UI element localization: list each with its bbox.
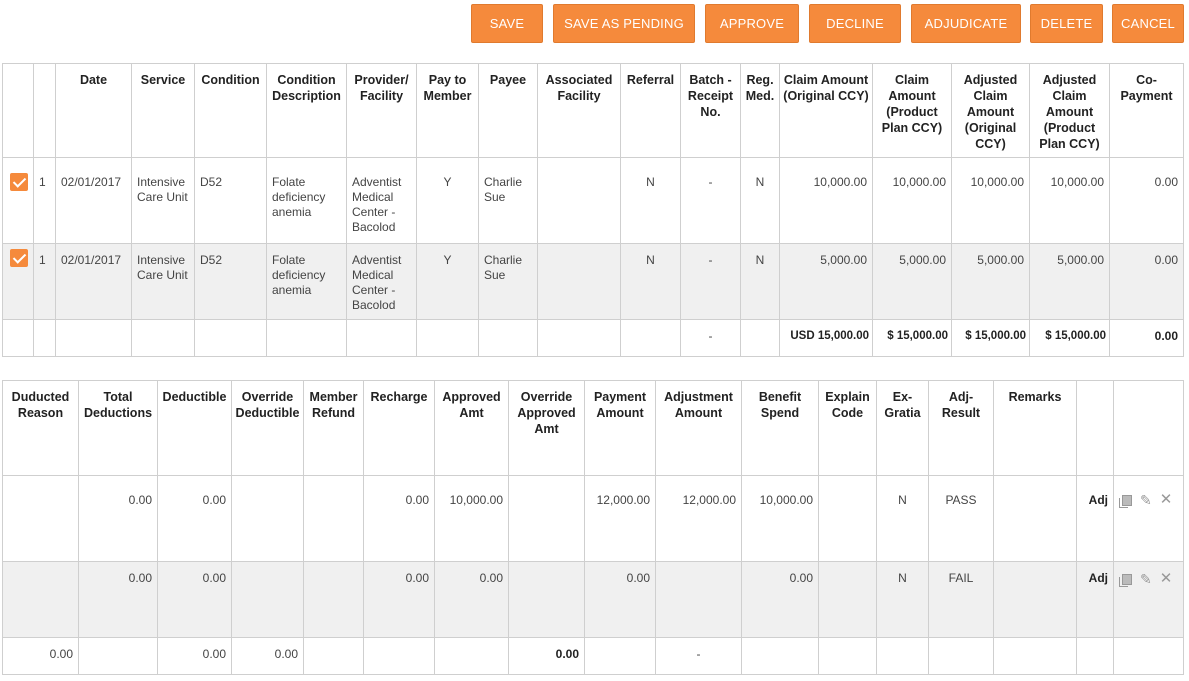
row-total-deductions: 0.00 [79, 562, 158, 638]
pencil-icon[interactable]: ✎ [1140, 492, 1152, 508]
row-copay: 0.00 [1110, 158, 1184, 244]
total-deducted-reason: 0.00 [3, 638, 79, 675]
col-adj-result[interactable]: Adj-Result [929, 381, 994, 476]
row-adjustment-amount: 12,000.00 [656, 476, 742, 562]
row-member-refund [304, 562, 364, 638]
row-pay-to-member: Y [417, 244, 479, 320]
adj-link[interactable]: Adj [1077, 476, 1114, 562]
cancel-button[interactable]: CANCEL [1112, 4, 1184, 43]
adjudicate-button[interactable]: ADJUDICATE [911, 4, 1021, 43]
save-as-pending-button[interactable]: SAVE AS PENDING [553, 4, 695, 43]
checkbox-checked-icon[interactable] [10, 249, 28, 267]
row-benefit-spend: 0.00 [742, 562, 819, 638]
col-payment-amount[interactable]: Payment Amount [585, 381, 656, 476]
row-adj-plan: 10,000.00 [1030, 158, 1110, 244]
col-actions [1114, 381, 1184, 476]
col-condition-description[interactable]: Condition Description [267, 64, 347, 158]
row-member-refund [304, 476, 364, 562]
claims-header-row [3, 64, 1184, 158]
row-ex-gratia: N [877, 476, 929, 562]
pencil-icon[interactable]: ✎ [1140, 571, 1152, 587]
row-approved-amt: 10,000.00 [435, 476, 509, 562]
row-reg-med: N [741, 244, 780, 320]
row-checkbox-cell[interactable] [3, 158, 34, 244]
close-icon[interactable]: ✕ [1159, 491, 1173, 508]
row-claim-plan: 10,000.00 [873, 158, 952, 244]
col-adjustment-amount[interactable]: Adjustment Amount [656, 381, 742, 476]
total-deductible: 0.00 [158, 638, 232, 675]
col-adjusted-amount-plan[interactable]: Adjusted Claim Amount (Product Plan CCY) [1030, 64, 1110, 158]
row-remarks [994, 476, 1077, 562]
claims-table [2, 63, 1184, 357]
row-ex-gratia: N [877, 562, 929, 638]
row-adj-result: FAIL [929, 562, 994, 638]
col-batch-receipt[interactable]: Batch - Receipt No. [681, 64, 741, 158]
col-adjusted-amount-orig[interactable]: Adjusted Claim Amount (Original CCY) [952, 64, 1030, 158]
row-total-deductions: 0.00 [79, 476, 158, 562]
decline-button[interactable]: DECLINE [809, 4, 901, 43]
total-batch: - [681, 320, 741, 357]
table-row[interactable] [3, 562, 1184, 638]
row-claim-plan: 5,000.00 [873, 244, 952, 320]
total-adj-orig: $ 15,000.00 [952, 320, 1030, 357]
row-override-approved [509, 562, 585, 638]
row-deductible: 0.00 [158, 562, 232, 638]
total-claim-plan: $ 15,000.00 [873, 320, 952, 357]
row-actions [1114, 476, 1184, 562]
col-total-deductions[interactable]: Total Deductions [79, 381, 158, 476]
col-adj [1077, 381, 1114, 476]
checkbox-checked-icon[interactable] [10, 173, 28, 191]
row-benefit-spend: 10,000.00 [742, 476, 819, 562]
col-deducted-reason[interactable]: Duducted Reason [3, 381, 79, 476]
deductions-table [2, 380, 1184, 675]
row-index: 1 [34, 158, 56, 244]
col-override-deductible[interactable]: Override Deductible [232, 381, 304, 476]
col-co-payment[interactable]: Co-Payment [1110, 64, 1184, 158]
col-deductible[interactable]: Deductible [158, 381, 232, 476]
row-payment-amount: 0.00 [585, 562, 656, 638]
col-pay-to-member[interactable]: Pay to Member [417, 64, 479, 158]
row-referral: N [621, 244, 681, 320]
col-override-approved-amt[interactable]: Override Approved Amt [509, 381, 585, 476]
row-pay-to-member: Y [417, 158, 479, 244]
row-explain-code [819, 562, 877, 638]
row-adj-orig: 5,000.00 [952, 244, 1030, 320]
row-batch: - [681, 244, 741, 320]
copy-icon[interactable] [1122, 495, 1132, 506]
col-referral[interactable]: Referral [621, 64, 681, 158]
row-condition: D52 [195, 244, 267, 320]
row-provider: Adventist Medical Center - Bacolod [347, 244, 417, 320]
copy-icon[interactable] [1122, 574, 1132, 585]
col-claim-amount-orig[interactable]: Claim Amount (Original CCY) [780, 64, 873, 158]
table-row[interactable] [3, 158, 1184, 244]
row-deductible: 0.00 [158, 476, 232, 562]
row-deducted-reason [3, 476, 79, 562]
table-row[interactable] [3, 476, 1184, 562]
col-condition[interactable]: Condition [195, 64, 267, 158]
col-associated-facility[interactable]: Associated Facility [538, 64, 621, 158]
col-recharge[interactable]: Recharge [364, 381, 435, 476]
col-claim-amount-plan[interactable]: Claim Amount (Product Plan CCY) [873, 64, 952, 158]
col-remarks[interactable]: Remarks [994, 381, 1077, 476]
total-adjustment-amount: - [656, 638, 742, 675]
row-adjustment-amount [656, 562, 742, 638]
row-payee: Charlie Sue [479, 158, 538, 244]
row-deducted-reason [3, 562, 79, 638]
save-button[interactable]: SAVE [471, 4, 543, 43]
row-referral: N [621, 158, 681, 244]
row-claim-orig: 10,000.00 [780, 158, 873, 244]
adj-link[interactable]: Adj [1077, 562, 1114, 638]
row-override-deductible [232, 562, 304, 638]
row-description: Folate deficiency anemia [267, 244, 347, 320]
row-payment-amount: 12,000.00 [585, 476, 656, 562]
col-explain-code[interactable]: Explain Code [819, 381, 877, 476]
row-explain-code [819, 476, 877, 562]
row-checkbox-cell[interactable] [3, 244, 34, 320]
row-adj-plan: 5,000.00 [1030, 244, 1110, 320]
deductions-header-row [3, 381, 1184, 476]
row-index: 1 [34, 244, 56, 320]
row-provider: Adventist Medical Center - Bacolod [347, 158, 417, 244]
row-claim-orig: 5,000.00 [780, 244, 873, 320]
row-approved-amt: 0.00 [435, 562, 509, 638]
row-date: 02/01/2017 [56, 158, 132, 244]
delete-button[interactable]: DELETE [1030, 4, 1103, 43]
row-date: 02/01/2017 [56, 244, 132, 320]
row-adj-orig: 10,000.00 [952, 158, 1030, 244]
row-payee: Charlie Sue [479, 244, 538, 320]
row-associated-facility [538, 158, 621, 244]
col-reg-med[interactable]: Reg. Med. [741, 64, 780, 158]
row-recharge: 0.00 [364, 562, 435, 638]
col-benefit-spend[interactable]: Benefit Spend [742, 381, 819, 476]
col-member-refund[interactable]: Member Refund [304, 381, 364, 476]
row-remarks [994, 562, 1077, 638]
row-reg-med: N [741, 158, 780, 244]
row-actions [1114, 562, 1184, 638]
total-copay: 0.00 [1110, 320, 1184, 357]
row-recharge: 0.00 [364, 476, 435, 562]
row-override-deductible [232, 476, 304, 562]
totals-row [3, 638, 1184, 675]
col-provider[interactable]: Provider/ Facility [347, 64, 417, 158]
row-description: Folate deficiency anemia [267, 158, 347, 244]
row-service: Intensive Care Unit [132, 158, 195, 244]
row-override-approved [509, 476, 585, 562]
totals-row [3, 320, 1184, 357]
total-override-approved: 0.00 [509, 638, 585, 675]
action-toolbar [0, 4, 1189, 44]
row-associated-facility [538, 244, 621, 320]
col-approved-amt[interactable]: Approved Amt [435, 381, 509, 476]
col-date[interactable]: Date [56, 64, 132, 158]
row-condition: D52 [195, 158, 267, 244]
row-copay: 0.00 [1110, 244, 1184, 320]
row-batch: - [681, 158, 741, 244]
row-adj-result: PASS [929, 476, 994, 562]
col-service[interactable]: Service [132, 64, 195, 158]
total-adj-plan: $ 15,000.00 [1030, 320, 1110, 357]
col-ex-gratia[interactable]: Ex-Gratia [877, 381, 929, 476]
table-row[interactable] [3, 244, 1184, 320]
col-payee[interactable]: Payee [479, 64, 538, 158]
approve-button[interactable]: APPROVE [705, 4, 799, 43]
col-index [34, 64, 56, 158]
row-service: Intensive Care Unit [132, 244, 195, 320]
col-select [3, 64, 34, 158]
total-claim-orig: USD 15,000.00 [780, 320, 873, 357]
total-override-deductible: 0.00 [232, 638, 304, 675]
close-icon[interactable]: ✕ [1159, 570, 1173, 587]
